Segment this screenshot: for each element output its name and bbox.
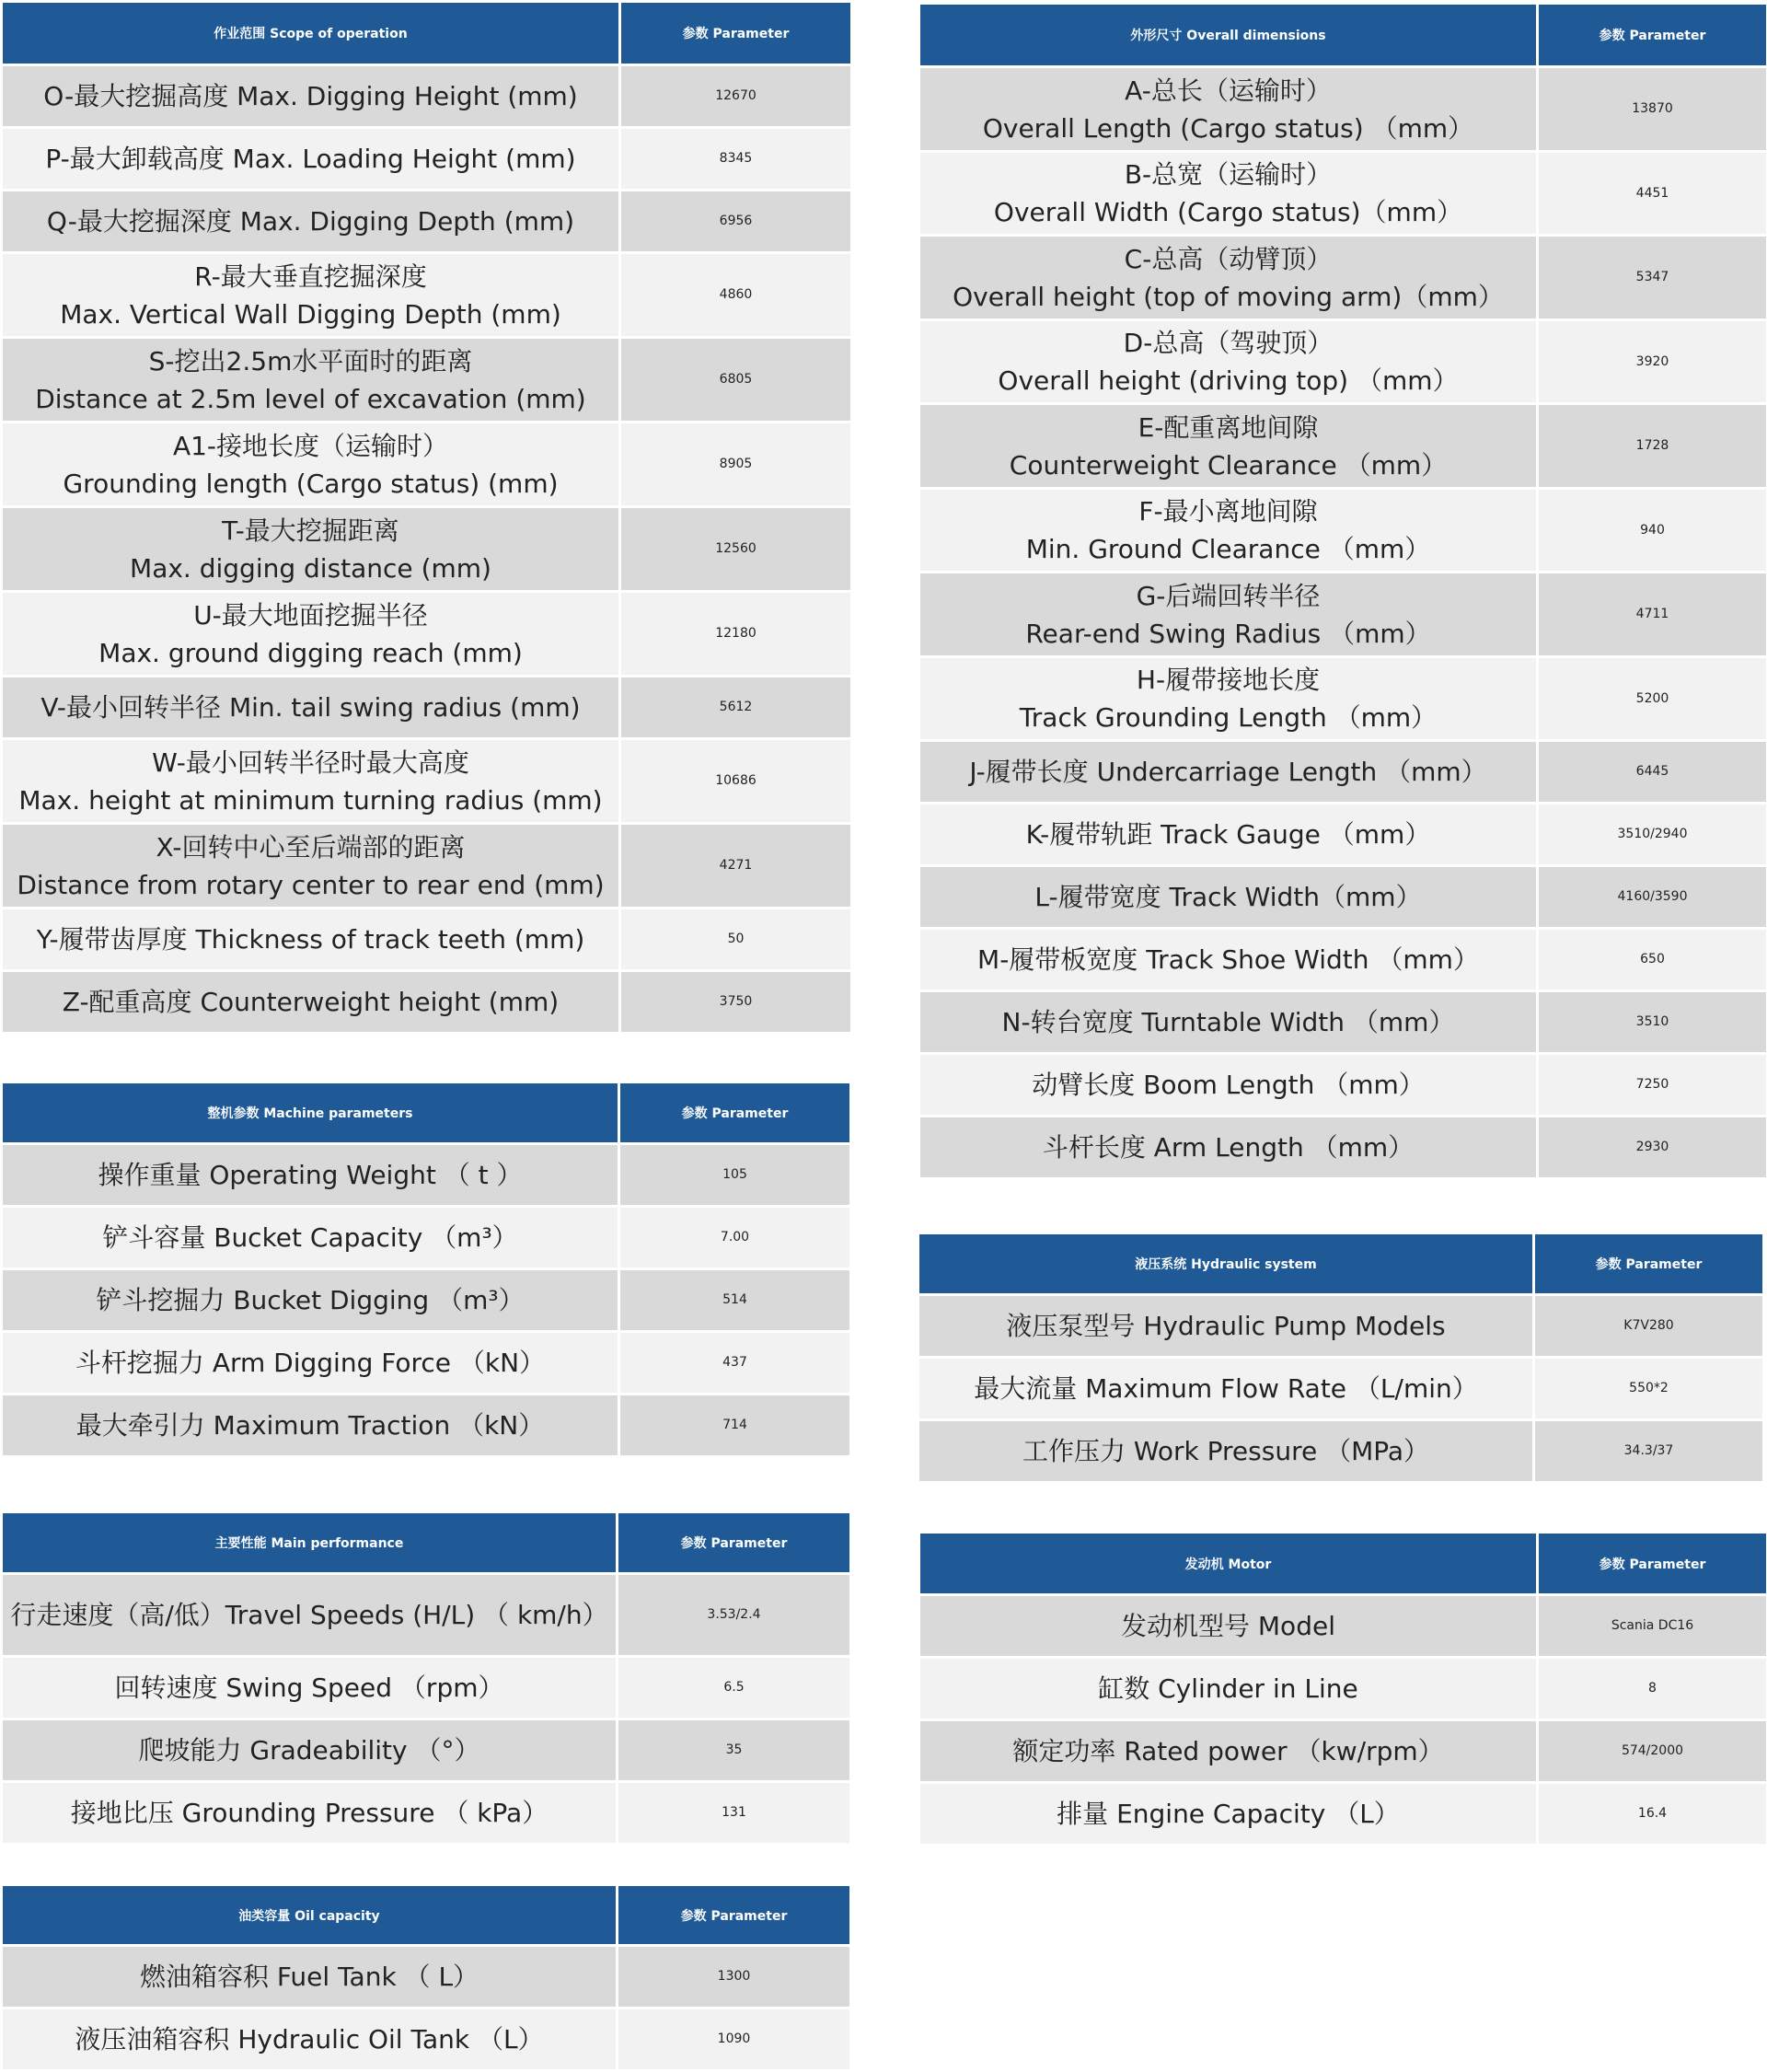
table-row <box>2 191 852 253</box>
row-value: 4860 <box>620 253 852 338</box>
row-label-line: F-最小离地间隙 <box>926 492 1530 530</box>
table-row <box>918 1295 1764 1358</box>
row-label-line: L-履带宽度 Track Width（mm） <box>926 878 1530 916</box>
row-label <box>919 152 1538 236</box>
row-label-line: 工作压力 Work Pressure （MPa） <box>925 1432 1527 1470</box>
table-title: 发动机 Motor <box>919 1533 1538 1595</box>
row-value: 1090 <box>618 2008 851 2071</box>
row-label <box>919 236 1538 320</box>
table-header-row <box>2 2 852 65</box>
row-value: 6805 <box>620 338 852 423</box>
row-label-line: Max. height at minimum turning radius (mm) <box>8 781 613 819</box>
row-value: 16.4 <box>1538 1783 1767 1846</box>
row-value: 3750 <box>620 971 852 1034</box>
table-row <box>919 1117 1767 1179</box>
hydraulic-system-table <box>917 1232 1765 1484</box>
row-label-line: 接地比压 Grounding Pressure （ kPa） <box>8 1794 610 1832</box>
table-header-row <box>918 1233 1764 1295</box>
row-value: 940 <box>1538 489 1767 573</box>
row-label-line: 排量 Engine Capacity （L） <box>926 1795 1530 1833</box>
row-value: 714 <box>619 1395 851 1457</box>
parameter-column-header: 参数 Parameter <box>619 1082 851 1144</box>
row-value: 12670 <box>620 65 852 128</box>
row-value: 3.53/2.4 <box>618 1574 851 1657</box>
table-row <box>2 824 852 909</box>
row-label-line: Rear-end Swing Radius （mm） <box>926 615 1530 653</box>
row-label <box>2 507 620 592</box>
row-label <box>919 929 1538 991</box>
row-label <box>919 1595 1538 1658</box>
row-value: 5347 <box>1538 236 1767 320</box>
row-label-line: 爬坡能力 Gradeability （°） <box>8 1731 610 1769</box>
row-value: 12560 <box>620 507 852 592</box>
overall-dimensions-table <box>918 2 1767 1180</box>
row-value: 4271 <box>620 824 852 909</box>
table-row <box>2 1574 851 1657</box>
row-value: 650 <box>1538 929 1767 991</box>
row-label-line: 额定功率 Rated power （kw/rpm） <box>926 1732 1530 1770</box>
row-label-line: B-总宽（运输时） <box>926 156 1530 193</box>
row-label-line: 发动机型号 Model <box>926 1607 1530 1645</box>
row-value: 2930 <box>1538 1117 1767 1179</box>
row-label-line: 燃油箱容积 Fuel Tank （ L） <box>8 1958 610 1996</box>
table-row <box>2 739 852 824</box>
row-label-line: S-挖出2.5m水平面时的距离 <box>8 342 613 380</box>
row-label-line: Y-履带齿厚度 Thickness of track teeth (mm) <box>8 920 613 958</box>
row-label <box>918 1295 1534 1358</box>
row-label-line: E-配重离地间隙 <box>926 409 1530 446</box>
table-row <box>2 971 852 1034</box>
row-label-line: 缸数 Cylinder in Line <box>926 1670 1530 1707</box>
row-label <box>2 1144 619 1207</box>
row-value: 13870 <box>1538 67 1767 152</box>
row-value: K7V280 <box>1534 1295 1764 1358</box>
row-label-line: K-履带轨距 Track Gauge （mm） <box>926 816 1530 853</box>
row-label <box>919 657 1538 741</box>
row-label <box>919 489 1538 573</box>
row-value: 4451 <box>1538 152 1767 236</box>
row-label <box>919 866 1538 929</box>
table-row <box>2 1332 851 1395</box>
row-label <box>2 1395 619 1457</box>
table-row <box>2 1207 851 1269</box>
row-label-line: Q-最大挖掘深度 Max. Digging Depth (mm) <box>8 203 613 240</box>
row-value: 12180 <box>620 592 852 677</box>
table-header-row <box>2 1885 851 1946</box>
table-row <box>2 2008 851 2071</box>
row-label-line: G-后端回转半径 <box>926 577 1530 615</box>
row-label-line: 动臂长度 Boom Length （mm） <box>926 1066 1530 1104</box>
row-value: 3510 <box>1538 991 1767 1054</box>
table-row <box>2 592 852 677</box>
row-label-line: X-回转中心至后端部的距离 <box>8 828 613 866</box>
row-label-line: A-总长（运输时） <box>926 72 1530 110</box>
row-label <box>919 804 1538 866</box>
row-label-line: 液压油箱容积 Hydraulic Oil Tank （L） <box>8 2020 610 2058</box>
row-label <box>919 741 1538 804</box>
row-value: 4160/3590 <box>1538 866 1767 929</box>
row-label <box>919 1658 1538 1720</box>
row-label <box>2 1657 618 1719</box>
row-label <box>2 592 620 677</box>
table-row <box>919 1054 1767 1117</box>
row-label <box>919 1054 1538 1117</box>
table-title: 作业范围 Scope of operation <box>2 2 620 65</box>
table-row <box>2 1657 851 1719</box>
row-label <box>2 1269 619 1332</box>
row-value: 8905 <box>620 423 852 507</box>
row-label-line: Z-配重高度 Counterweight height (mm) <box>8 983 613 1021</box>
row-value: 131 <box>618 1782 851 1845</box>
row-label-line: Max. Vertical Wall Digging Depth (mm) <box>8 295 613 333</box>
row-label-line: 铲斗容量 Bucket Capacity （m³） <box>8 1219 612 1256</box>
row-label-line: Overall height (top of moving arm)（mm） <box>926 278 1530 316</box>
row-label-line: 回转速度 Swing Speed （rpm） <box>8 1669 610 1707</box>
parameter-column-header: 参数 Parameter <box>618 1885 851 1946</box>
row-value: 3920 <box>1538 320 1767 404</box>
table-row <box>2 65 852 128</box>
row-label <box>919 1117 1538 1179</box>
row-value: 35 <box>618 1719 851 1782</box>
row-label-line: C-总高（动臂顶） <box>926 240 1530 278</box>
row-label-line: Distance from rotary center to rear end (mm) <box>8 866 613 904</box>
main-performance-table <box>0 1511 852 1846</box>
table-row <box>2 909 852 971</box>
table-row <box>919 573 1767 657</box>
row-label-line: T-最大挖掘距离 <box>8 512 613 550</box>
row-label-line: Overall Width (Cargo status)（mm） <box>926 193 1530 231</box>
table-row <box>918 1358 1764 1420</box>
table-row <box>919 489 1767 573</box>
row-label <box>919 1720 1538 1783</box>
row-value: 437 <box>619 1332 851 1395</box>
table-row <box>2 338 852 423</box>
row-label-line: 最大流量 Maximum Flow Rate （L/min） <box>925 1370 1527 1407</box>
row-label <box>2 677 620 739</box>
row-label-line: O-最大挖掘高度 Max. Digging Height (mm) <box>8 77 613 115</box>
table-row <box>919 866 1767 929</box>
table-row <box>2 1144 851 1207</box>
parameter-column-header: 参数 Parameter <box>1538 4 1767 67</box>
row-value: 6.5 <box>618 1657 851 1719</box>
row-value: 4711 <box>1538 573 1767 657</box>
table-row <box>919 1658 1767 1720</box>
row-label-line: V-最小回转半径 Min. tail swing radius (mm) <box>8 689 613 726</box>
row-label <box>2 1574 618 1657</box>
table-row <box>919 1783 1767 1846</box>
table-row <box>919 1720 1767 1783</box>
row-value: 105 <box>619 1144 851 1207</box>
row-value: 1728 <box>1538 404 1767 489</box>
row-value: 1300 <box>618 1946 851 2008</box>
table-row <box>2 1395 851 1457</box>
row-label <box>919 67 1538 152</box>
oil-capacity-table <box>0 1883 852 2072</box>
row-label-line: 最大牵引力 Maximum Traction （kN） <box>8 1406 612 1444</box>
motor-table <box>918 1531 1767 1846</box>
row-label-line: 操作重量 Operating Weight （ t ） <box>8 1156 612 1194</box>
table-title: 整机参数 Machine parameters <box>2 1082 619 1144</box>
table-row <box>2 128 852 191</box>
row-label <box>2 971 620 1034</box>
row-value: 3510/2940 <box>1538 804 1767 866</box>
row-label <box>2 909 620 971</box>
table-title: 主要性能 Main performance <box>2 1512 618 1574</box>
parameter-column-header: 参数 Parameter <box>618 1512 851 1574</box>
table-row <box>919 152 1767 236</box>
row-label-line: Overall height (driving top) （mm） <box>926 362 1530 399</box>
table-row <box>2 1269 851 1332</box>
row-value: 574/2000 <box>1538 1720 1767 1783</box>
row-label <box>2 1782 618 1845</box>
table-row <box>2 507 852 592</box>
table-title: 液压系统 Hydraulic system <box>918 1233 1534 1295</box>
parameter-column-header: 参数 Parameter <box>1534 1233 1764 1295</box>
row-label-line: Min. Ground Clearance （mm） <box>926 530 1530 568</box>
table-title: 外形尺寸 Overall dimensions <box>919 4 1538 67</box>
row-label-line: J-履带长度 Undercarriage Length （mm） <box>926 753 1530 791</box>
table-header-row <box>919 4 1767 67</box>
table-row <box>919 67 1767 152</box>
machine-parameters-table <box>0 1081 852 1458</box>
table-row <box>918 1420 1764 1483</box>
scope-of-operation-table <box>0 0 853 1035</box>
row-value: 514 <box>619 1269 851 1332</box>
row-label <box>2 128 620 191</box>
row-label <box>919 320 1538 404</box>
row-label <box>2 1946 618 2008</box>
row-label-line: P-最大卸载高度 Max. Loading Height (mm) <box>8 140 613 178</box>
table-row <box>2 1946 851 2008</box>
row-label <box>919 1783 1538 1846</box>
row-label-line: Counterweight Clearance （mm） <box>926 446 1530 484</box>
table-row <box>2 423 852 507</box>
row-label <box>919 573 1538 657</box>
table-row <box>919 320 1767 404</box>
row-label-line: 液压泵型号 Hydraulic Pump Models <box>925 1307 1527 1345</box>
table-row <box>919 236 1767 320</box>
row-value: Scania DC16 <box>1538 1595 1767 1658</box>
parameter-column-header: 参数 Parameter <box>620 2 852 65</box>
row-label-line: Max. ground digging reach (mm) <box>8 634 613 672</box>
row-label-line: M-履带板宽度 Track Shoe Width （mm） <box>926 941 1530 978</box>
row-label-line: D-总高（驾驶顶） <box>926 324 1530 362</box>
row-label <box>2 2008 618 2071</box>
row-value: 8 <box>1538 1658 1767 1720</box>
row-label-line: Grounding length (Cargo status) (mm) <box>8 465 613 503</box>
table-header-row <box>919 1533 1767 1595</box>
table-row <box>919 404 1767 489</box>
row-label <box>919 404 1538 489</box>
row-label <box>2 1332 619 1395</box>
row-label <box>919 991 1538 1054</box>
row-value: 7250 <box>1538 1054 1767 1117</box>
row-value: 6445 <box>1538 741 1767 804</box>
row-label-line: A1-接地长度（运输时） <box>8 427 613 465</box>
row-label-line: 斗杆挖掘力 Arm Digging Force （kN） <box>8 1344 612 1382</box>
table-header-row <box>2 1512 851 1574</box>
table-row <box>2 253 852 338</box>
row-label <box>2 191 620 253</box>
row-label <box>2 423 620 507</box>
row-label-line: 行走速度（高/低）Travel Speeds (H/L) （ km/h） <box>8 1596 610 1634</box>
row-value: 8345 <box>620 128 852 191</box>
table-row <box>919 804 1767 866</box>
table-row <box>919 929 1767 991</box>
table-row <box>2 1782 851 1845</box>
row-label <box>2 1719 618 1782</box>
row-label-line: Distance at 2.5m level of excavation (mm) <box>8 380 613 418</box>
row-label-line: H-履带接地长度 <box>926 661 1530 699</box>
row-value: 50 <box>620 909 852 971</box>
table-row <box>919 657 1767 741</box>
row-value: 34.3/37 <box>1534 1420 1764 1483</box>
row-label-line: N-转台宽度 Turntable Width （mm） <box>926 1003 1530 1041</box>
row-label <box>2 65 620 128</box>
row-label <box>2 253 620 338</box>
row-label <box>918 1358 1534 1420</box>
row-value: 10686 <box>620 739 852 824</box>
row-label <box>2 1207 619 1269</box>
row-label-line: Max. digging distance (mm) <box>8 550 613 587</box>
table-row <box>2 1719 851 1782</box>
row-label <box>2 338 620 423</box>
row-label-line: U-最大地面挖掘半径 <box>8 596 613 634</box>
table-title: 油类容量 Oil capacity <box>2 1885 618 1946</box>
row-label-line: 斗杆长度 Arm Length （mm） <box>926 1129 1530 1166</box>
table-row <box>919 741 1767 804</box>
row-label <box>2 824 620 909</box>
row-label-line: Track Grounding Length （mm） <box>926 699 1530 736</box>
table-header-row <box>2 1082 851 1144</box>
table-row <box>919 991 1767 1054</box>
row-value: 7.00 <box>619 1207 851 1269</box>
row-label <box>2 739 620 824</box>
row-value: 550*2 <box>1534 1358 1764 1420</box>
row-value: 6956 <box>620 191 852 253</box>
row-label-line: Overall Length (Cargo status) （mm） <box>926 110 1530 147</box>
row-label-line: W-最小回转半径时最大高度 <box>8 744 613 781</box>
row-label <box>918 1420 1534 1483</box>
row-label-line: 铲斗挖掘力 Bucket Digging （m³） <box>8 1281 612 1319</box>
parameter-column-header: 参数 Parameter <box>1538 1533 1767 1595</box>
row-value: 5612 <box>620 677 852 739</box>
table-row <box>919 1595 1767 1658</box>
row-label-line: R-最大垂直挖掘深度 <box>8 258 613 295</box>
table-row <box>2 677 852 739</box>
row-value: 5200 <box>1538 657 1767 741</box>
